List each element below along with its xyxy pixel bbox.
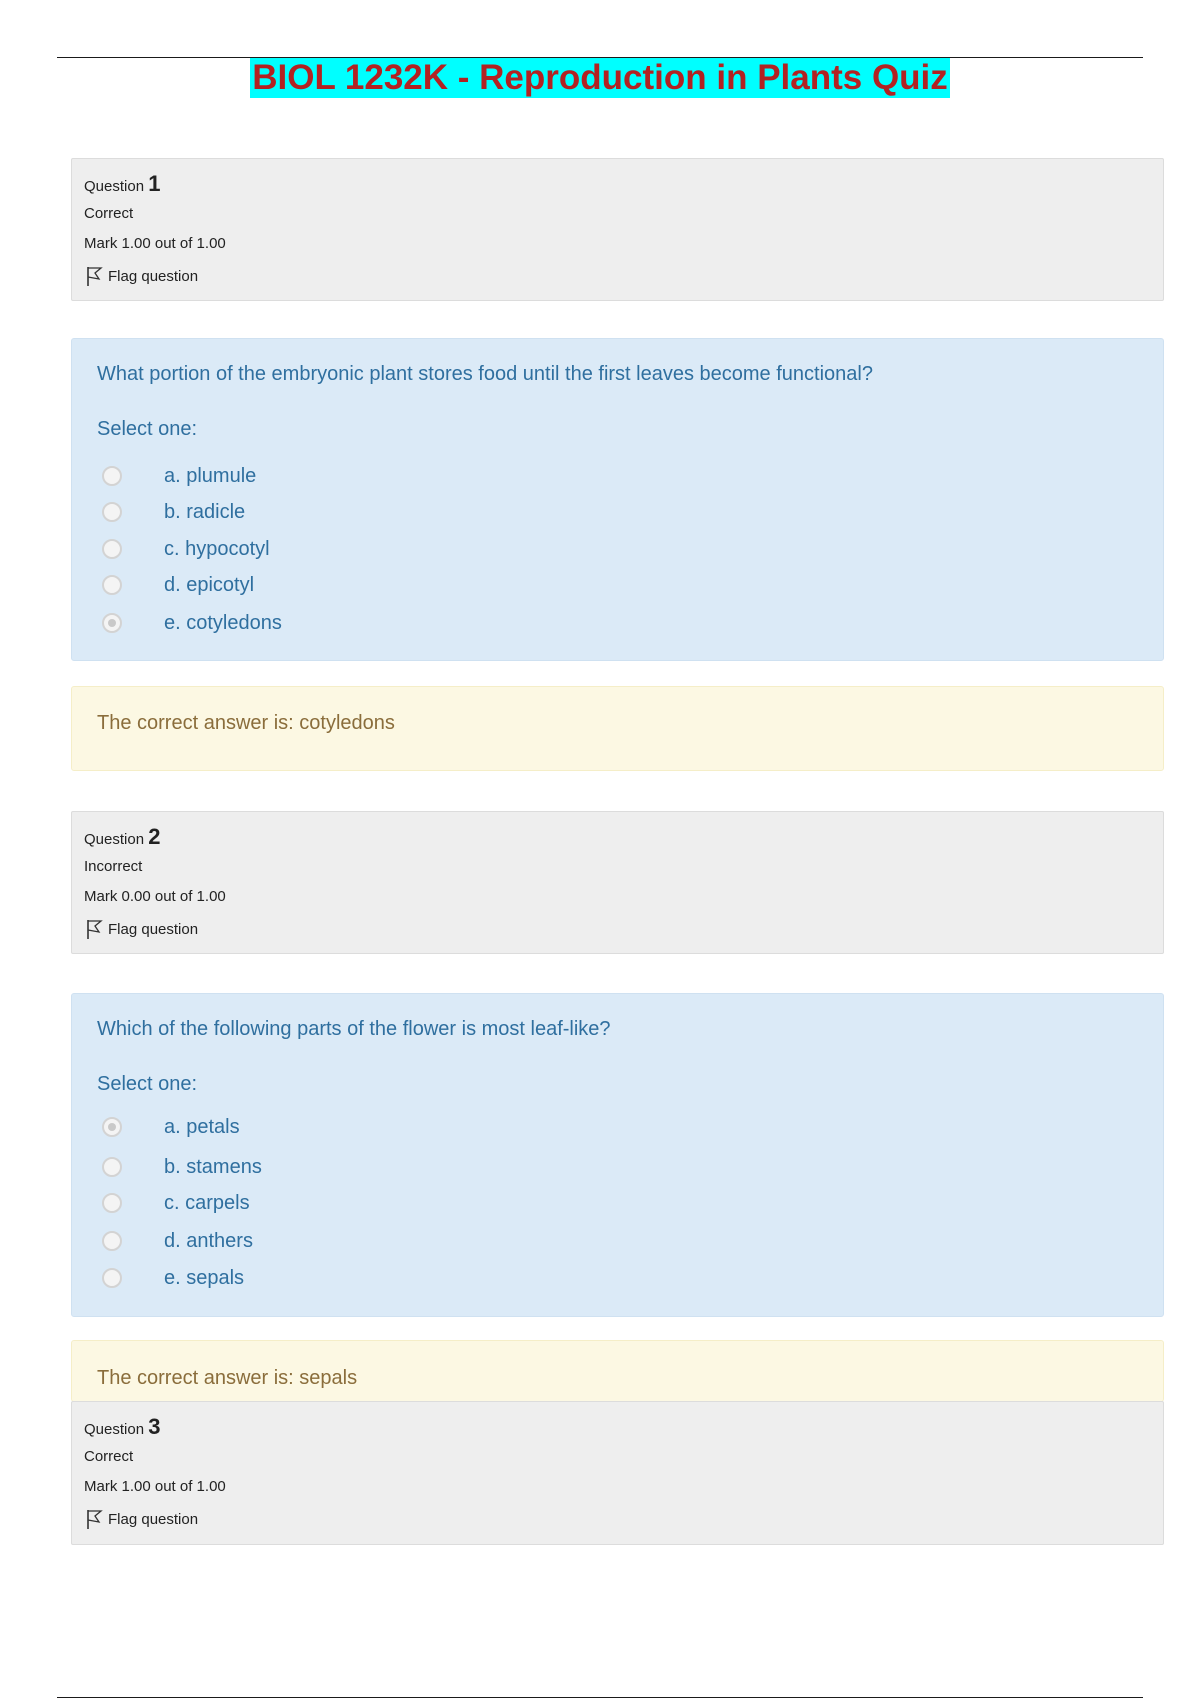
- select-one-prompt: Select one:: [97, 1073, 198, 1095]
- answer-option[interactable]: [102, 570, 255, 600]
- answer-label: b. stamens: [164, 1155, 262, 1178]
- question-label: Question: [84, 831, 145, 848]
- question-feedback-2: [71, 1340, 1164, 1402]
- answer-label: d. epicotyl: [164, 573, 255, 596]
- radio-button[interactable]: [102, 1193, 122, 1213]
- answer-label: e. cotyledons: [164, 611, 282, 634]
- radio-button[interactable]: [102, 1231, 122, 1251]
- question-label: Question: [84, 1421, 145, 1438]
- radio-button-selected[interactable]: [102, 1117, 122, 1137]
- question-info-2: [71, 811, 1164, 954]
- flag-icon: [84, 918, 104, 940]
- answer-label: d. anthers: [164, 1229, 253, 1252]
- question-number: [84, 824, 160, 850]
- question-grade: Mark 1.00 out of 1.00: [84, 1478, 226, 1495]
- answer-option[interactable]: [102, 534, 270, 564]
- answer-label: e. sepals: [164, 1266, 245, 1289]
- flag-question-link[interactable]: [84, 1508, 198, 1530]
- correct-answer-text: The correct answer is: cotyledons: [97, 712, 395, 734]
- question-feedback-1: [71, 686, 1164, 771]
- radio-button-selected[interactable]: [102, 613, 122, 633]
- flag-icon: [84, 265, 104, 287]
- answer-option[interactable]: [102, 497, 246, 527]
- title-wrap: [0, 58, 1200, 98]
- correct-answer-text: The correct answer is: sepals: [97, 1367, 358, 1389]
- flag-icon: [84, 1508, 104, 1530]
- answer-option[interactable]: [102, 1226, 253, 1256]
- question-state: Incorrect: [84, 858, 143, 875]
- answer-label: b. radicle: [164, 500, 246, 523]
- radio-button[interactable]: [102, 502, 122, 522]
- radio-button[interactable]: [102, 539, 122, 559]
- radio-button[interactable]: [102, 575, 122, 595]
- question-state: Correct: [84, 1448, 134, 1465]
- select-one-prompt: Select one:: [97, 418, 198, 440]
- answer-label: c. carpels: [164, 1191, 250, 1214]
- answer-option[interactable]: [102, 461, 257, 491]
- question-number: [84, 171, 160, 197]
- question-info-3: [71, 1401, 1164, 1545]
- question-formulation-2: [71, 993, 1164, 1317]
- answer-label: c. hypocotyl: [164, 537, 270, 560]
- flag-question-link[interactable]: [84, 265, 198, 287]
- answer-option[interactable]: [102, 1152, 262, 1182]
- question-formulation-1: [71, 338, 1164, 661]
- answer-option[interactable]: [102, 1263, 245, 1293]
- question-number: [84, 1414, 160, 1440]
- radio-button[interactable]: [102, 1268, 122, 1288]
- question-label: Question: [84, 178, 145, 195]
- answer-label: a. plumule: [164, 464, 257, 487]
- answer-label: a. petals: [164, 1115, 240, 1138]
- question-number-value: 3: [148, 1414, 161, 1439]
- question-info-1: [71, 158, 1164, 301]
- answer-option[interactable]: [102, 1112, 240, 1142]
- flag-question-label: Flag question: [108, 920, 199, 938]
- bottom-rule: [57, 1697, 1143, 1698]
- question-grade: Mark 0.00 out of 1.00: [84, 888, 226, 905]
- flag-question-label: Flag question: [108, 1510, 199, 1528]
- answer-option[interactable]: [102, 608, 282, 638]
- answer-option[interactable]: [102, 1188, 250, 1218]
- question-text: Which of the following parts of the flower is most leaf-like?: [97, 1018, 611, 1040]
- question-text: What portion of the embryonic plant stores food until the first leaves become functional?: [97, 363, 873, 385]
- flag-question-label: Flag question: [108, 267, 199, 285]
- radio-button[interactable]: [102, 466, 122, 486]
- radio-button[interactable]: [102, 1157, 122, 1177]
- page-title: BIOL 1232K - Reproduction in Plants Quiz: [252, 58, 948, 97]
- question-number-value: 2: [148, 824, 161, 849]
- flag-question-link[interactable]: [84, 918, 198, 940]
- question-grade: Mark 1.00 out of 1.00: [84, 235, 226, 252]
- question-number-value: 1: [148, 171, 161, 196]
- question-state: Correct: [84, 205, 134, 222]
